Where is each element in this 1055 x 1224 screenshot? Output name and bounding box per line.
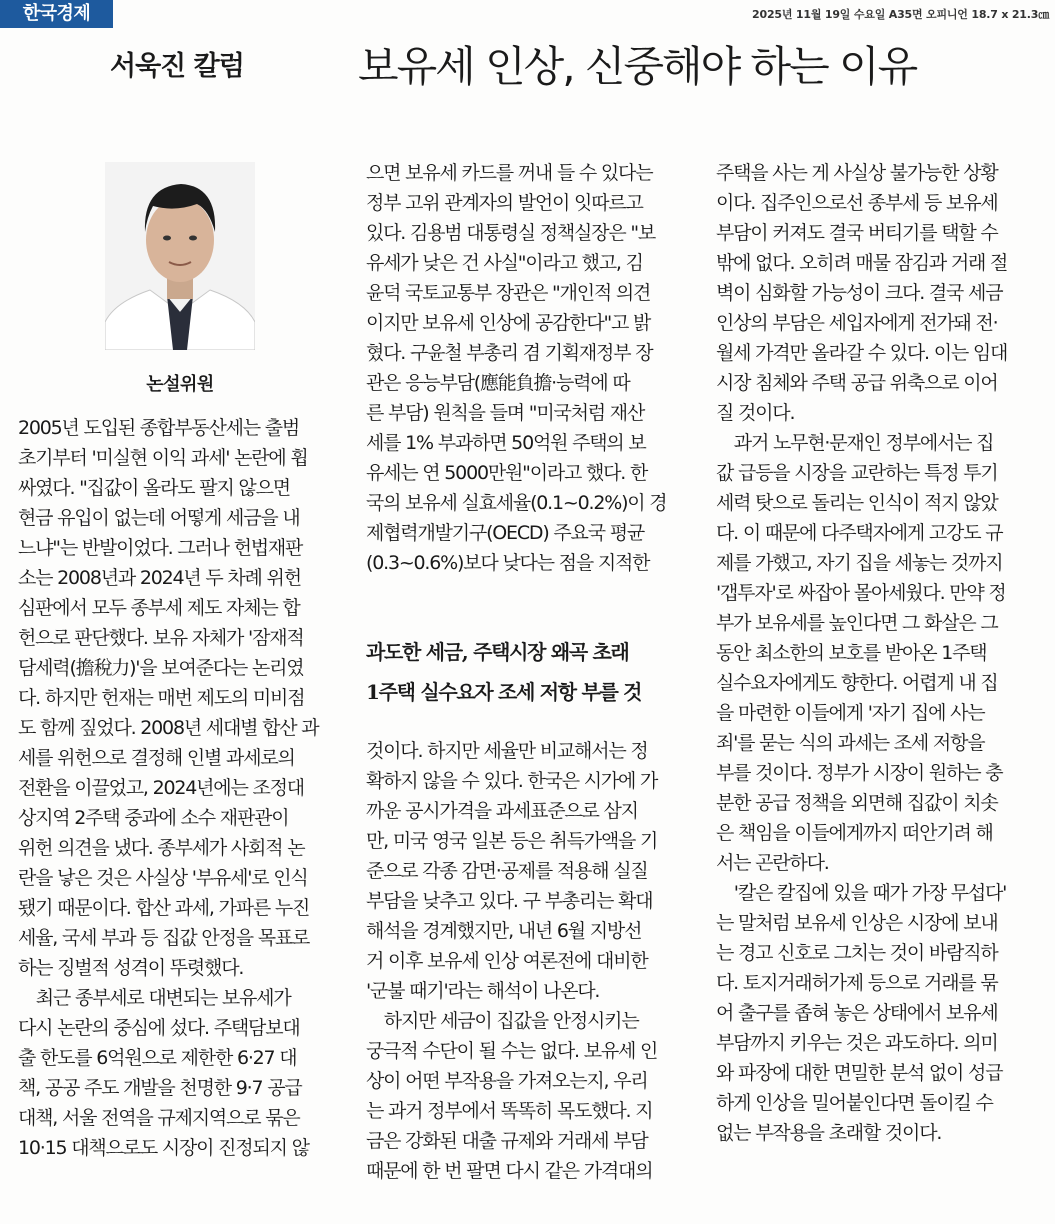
newspaper-logo: 한국경제 xyxy=(0,0,113,28)
article-line: 담세력(擔稅力)'을 보여준다는 논리였 xyxy=(18,657,304,679)
article-line: 는 과거 정부에서 똑똑히 목도했다. 지 xyxy=(366,1100,653,1122)
article-line: 과거 노무현·문재인 정부에서는 집 xyxy=(716,432,994,454)
article-column-3 xyxy=(716,158,1046,1148)
article-line: 유세가 낮은 건 사실"이라고 했고, 김 xyxy=(366,252,643,274)
article-line: 벽이 심화할 가능성이 크다. 결국 세금 xyxy=(716,282,1003,304)
article-line: 금은 강화된 대출 규제와 거래세 부담 xyxy=(366,1130,648,1152)
article-line: 없는 부작용을 초래할 것이다. xyxy=(716,1122,942,1144)
article-line: 도 함께 짚었다. 2008년 세대별 합산 과 xyxy=(18,717,319,739)
article-line: 죄'를 묻는 식의 과세는 조세 저항을 xyxy=(716,732,985,754)
article-line: 이다. 집주인으로선 종부세 등 보유세 xyxy=(716,192,998,214)
article-line: 는 경고 신호로 그치는 것이 바람직하 xyxy=(716,942,998,964)
article-line: 이지만 보유세 인상에 공감한다"고 밝 xyxy=(366,312,651,334)
article-line: 심판에서 모두 종부세 제도 자체는 합 xyxy=(18,597,300,619)
article-line: 부담까지 키우는 것은 과도하다. 의미 xyxy=(716,1032,998,1054)
article-line: 월세 가격만 올라갈 수 있다. 이는 임대 xyxy=(716,342,1008,364)
article-line: 다. 토지거래허가제 등으로 거래를 묶 xyxy=(716,972,998,994)
article-line: 것이다. 하지만 세율만 비교해서는 정 xyxy=(366,740,648,762)
article-line: 으면 보유세 카드를 꺼내 들 수 있다는 xyxy=(366,162,653,184)
article-line: 됐기 때문이다. 합산 과세, 가파른 누진 xyxy=(18,897,310,919)
article-line: 부담이 커져도 결국 버티기를 택할 수 xyxy=(716,222,998,244)
article-line: 있다. 김용범 대통령실 정책실장은 "보 xyxy=(366,222,656,244)
article-line: 동안 최소한의 보호를 받아온 1주택 xyxy=(716,642,987,664)
column-label: 서욱진 칼럼 xyxy=(110,51,244,82)
article-line: 위헌 의견을 냈다. 종부세가 사회적 논 xyxy=(18,837,305,859)
article-line: 싸였다. "집값이 올라도 팔지 않으면 xyxy=(18,477,290,499)
article-line: 부담을 낮추고 있다. 구 부총리는 확대 xyxy=(366,890,653,912)
article-line: 관은 응능부담(應能負擔·능력에 따 xyxy=(366,372,630,394)
article-line: 어 출구를 좁혀 놓은 상태에서 보유세 xyxy=(716,1002,998,1024)
headline: 보유세 인상, 신중해야 하는 이유 xyxy=(358,42,917,91)
article-line: 시장 침체와 주택 공급 위축으로 이어 xyxy=(716,372,998,394)
article-line: 만, 미국 영국 일본 등은 취득가액을 기 xyxy=(366,830,658,852)
article-line: 소는 2008년과 2024년 두 차례 위헌 xyxy=(18,567,301,589)
article-line: 서는 곤란하다. xyxy=(716,852,829,874)
article-line: 책, 공공 주도 개발을 천명한 9·7 공급 xyxy=(18,1077,302,1099)
article-line: 상이 어떤 부작용을 가져오는지, 우리 xyxy=(366,1070,648,1092)
article-line: 느냐"는 반발이었다. 그러나 헌법재판 xyxy=(18,537,303,559)
article-line: 하지만 세금이 집값을 안정시키는 xyxy=(366,1010,639,1032)
article-line: 세율, 국세 부과 등 집값 안정을 목표로 xyxy=(18,927,310,949)
article-line: 헌으로 판단했다. 보유 자체가 '잠재적 xyxy=(18,627,304,649)
article-line: 는 말처럼 보유세 인상은 시장에 보내 xyxy=(716,912,998,934)
article-line: 세력 탓으로 돌리는 인식이 적지 않았 xyxy=(716,492,998,514)
dateline: 2025년 11월 19일 수요일 A35면 오피니언 18.7 x 21.3㎝ xyxy=(752,8,1049,21)
article-line: 거 이후 보유세 인상 여론전에 대비한 xyxy=(366,950,648,972)
article-column-2-top xyxy=(366,158,696,578)
article-line: 상지역 2주택 중과에 소수 재판관이 xyxy=(18,807,289,829)
article-line: 인상의 부담은 세입자에게 전가돼 전· xyxy=(716,312,998,334)
article-line: '갭투자'로 싸잡아 몰아세웠다. 만약 정 xyxy=(716,582,1006,604)
article-line: 란을 낳은 것은 사실상 '부유세'로 인식 xyxy=(18,867,308,889)
article-line: 부를 것이다. 정부가 시장이 원하는 충 xyxy=(716,762,1003,784)
article-line: 현금 유입이 없는데 어떻게 세금을 내 xyxy=(18,507,300,529)
article-line: 분한 공급 정책을 외면해 집값이 치솟 xyxy=(716,792,998,814)
article-line: 10·15 대책으로도 시장이 진정되지 않 xyxy=(18,1137,309,1159)
article-column-1 xyxy=(18,413,348,1163)
article-line: 다시 논란의 중심에 섰다. 주택담보대 xyxy=(18,1017,300,1039)
article-line: 전환을 이끌었고, 2024년에는 조정대 xyxy=(18,777,304,799)
article-line: 윤덕 국토교통부 장관은 "개인적 의견 xyxy=(366,282,651,304)
article-line: 실수요자에게도 향한다. 어렵게 내 집 xyxy=(716,672,998,694)
article-line: 대책, 서울 전역을 규제지역으로 묶은 xyxy=(18,1107,300,1129)
article-line: 하게 인상을 밀어붙인다면 돌이킬 수 xyxy=(716,1092,993,1114)
article-line: 유세는 연 5000만원"이라고 했다. 한 xyxy=(366,462,648,484)
article-line: 세를 1% 부과하면 50억원 주택의 보 xyxy=(366,432,646,454)
article-line: 궁극적 수단이 될 수는 없다. 보유세 인 xyxy=(366,1040,658,1062)
article-line: 주택을 사는 게 사실상 불가능한 상황 xyxy=(716,162,998,184)
article-line: 다. 하지만 헌재는 매번 제도의 미비점 xyxy=(18,687,305,709)
article-line: 확하지 않을 수 있다. 한국은 시가에 가 xyxy=(366,770,658,792)
article-line: 밖에 없다. 오히려 매물 잠김과 거래 절 xyxy=(716,252,1008,274)
article-line: 제를 가했고, 자기 집을 세놓는 것까지 xyxy=(716,552,1003,574)
article-line: 2005년 도입된 종합부동산세는 출범 xyxy=(18,417,300,439)
article-line: (0.3~0.6%)보다 낮다는 점을 지적한 xyxy=(366,552,650,574)
article-line: 하는 징벌적 성격이 뚜렷했다. xyxy=(18,957,244,979)
author-portrait-icon xyxy=(105,162,255,350)
article-line: 을 마련한 이들에게 '자기 집에 사는 xyxy=(716,702,985,724)
article-line: 값 급등을 시장을 교란하는 특정 투기 xyxy=(716,462,998,484)
article-line: 준으로 각종 감면·공제를 적용해 실질 xyxy=(366,860,648,882)
article-line: 초기부터 '미실현 이익 과세' 논란에 휩 xyxy=(18,447,308,469)
article-line: 세를 위헌으로 결정해 인별 과세로의 xyxy=(18,747,295,769)
article-line: 다. 이 때문에 다주택자에게 고강도 규 xyxy=(716,522,1003,544)
article-line: 질 것이다. xyxy=(716,402,795,424)
article-line: 까운 공시가격을 과세표준으로 삼지 xyxy=(366,800,638,822)
article-line: 최근 종부세로 대변되는 보유세가 xyxy=(18,987,291,1009)
article-line: 은 책임을 이들에게까지 떠안기려 해 xyxy=(716,822,993,844)
author-title: 논설위원 xyxy=(146,374,214,395)
article-line: 출 한도를 6억원으로 제한한 6·27 대 xyxy=(18,1047,297,1069)
article-column-2-bottom xyxy=(366,736,696,1186)
article-line: 른 부담) 원칙을 들며 "미국처럼 재산 xyxy=(366,402,645,424)
article-line: '칼은 칼집에 있을 때가 가장 무섭다' xyxy=(716,882,1007,904)
article-line: 때문에 한 번 팔면 다시 같은 가격대의 xyxy=(366,1160,653,1182)
article-line: 해석을 경계했지만, 내년 6월 지방선 xyxy=(366,920,642,942)
article-line: 혔다. 구윤철 부총리 겸 기획재정부 장 xyxy=(366,342,653,364)
article-line: 와 파장에 대한 면밀한 분석 없이 성급 xyxy=(716,1062,1003,1084)
subheadline xyxy=(366,632,696,712)
article-line: 정부 고위 관계자의 발언이 잇따르고 xyxy=(366,192,643,214)
article-line: 제협력개발기구(OECD) 주요국 평균 xyxy=(366,522,645,544)
subheadline-line: 1주택 실수요자 조세 저항 부를 것 xyxy=(366,680,642,704)
article-line: 부가 보유세를 높인다면 그 화살은 그 xyxy=(716,612,998,634)
article-line: 국의 보유세 실효세율(0.1~0.2%)이 경 xyxy=(366,492,667,514)
subheadline-line: 과도한 세금, 주택시장 왜곡 초래 xyxy=(366,640,629,664)
article-line: '군불 때기'라는 해석이 나온다. xyxy=(366,980,600,1002)
author-photo xyxy=(105,162,255,350)
